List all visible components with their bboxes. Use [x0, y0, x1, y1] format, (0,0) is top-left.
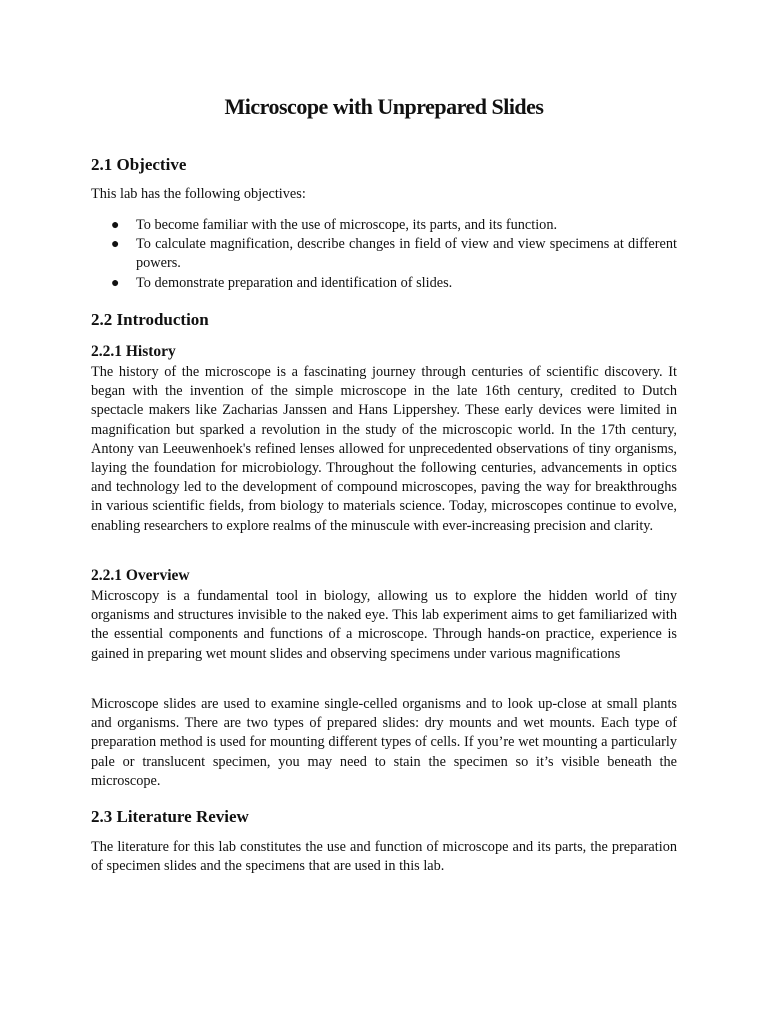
- bullet-icon: ●: [111, 237, 120, 253]
- slides-paragraph: Microscope slides are used to examine single-celled organisms and to look up-close at small plants and organisms. There are two types of prepared slides: dry mounts and wet mounts. Each type of preparation method is used for mounting different types of cells. If you’re wet mounting a particularly pale or translucent specimen, you may need to stain the specimen so it’s visible beneath the microscope.: [91, 696, 677, 789]
- subsection-heading-history: 2.2.1 History: [91, 343, 176, 360]
- objective-intro: This lab has the following objectives:: [91, 186, 306, 202]
- literature-paragraph: The literature for this lab constitutes the use and function of microscope and its parts, the preparation of specimen slides and the specimens that are used in this lab.: [91, 839, 677, 875]
- section-heading-introduction: 2.2 Introduction: [91, 310, 209, 329]
- section-heading-objective: 2.1 Objective: [91, 155, 187, 174]
- list-item-text: To calculate magnification, describe changes in field of view and view specimens at different powers.: [136, 236, 677, 272]
- subsection-heading-overview: 2.2.1 Overview: [91, 567, 190, 584]
- list-item-text: To demonstrate preparation and identification of slides.: [136, 274, 453, 291]
- document-title: Microscope with Unprepared Slides: [224, 94, 544, 119]
- history-paragraph: The history of the microscope is a fascinating journey through centuries of scientific discovery. It began with the invention of the simple microscope in the late 16th century, credited to Dutch spectacle makers like Zacharias Janssen and Hans Lippershey. These early devices were limited in magnification but sparked a revolution in the study of the microscopic world. In the 17th century, Antony van Leeuwenhoek's refined lenses allowed for unprecedented observations of tiny organisms, laying the foundation for microbiology. Throughout the following centuries, advancements in optics and technology led to the development of compound microscopes, paving the way for breakthroughs in various scientific fields, from biology to materials science. Today, microscopes continue to evolve, enabling researchers to explore realms of the minuscule with ever-increasing precision and clarity.: [91, 364, 677, 534]
- bullet-icon: ●: [111, 218, 120, 233]
- bullet-icon: ●: [111, 275, 120, 291]
- list-item: [91, 274, 677, 293]
- list-item: [91, 235, 677, 273]
- overview-paragraph: Microscopy is a fundamental tool in biology, allowing us to explore the hidden world of tiny organisms and structures invisible to the naked eye. This lab experiment aims to get familiarized with the essential components and functions of a microscope. Through hands-on practice, experience is gained in preparing wet mount slides and observing specimens under various magnifications: [91, 588, 677, 662]
- list-item: [91, 216, 677, 235]
- section-heading-literature-review: 2.3 Literature Review: [91, 807, 249, 826]
- objective-list: [91, 216, 677, 293]
- list-item-text: To become familiar with the use of microscope, its parts, and its function.: [136, 217, 558, 233]
